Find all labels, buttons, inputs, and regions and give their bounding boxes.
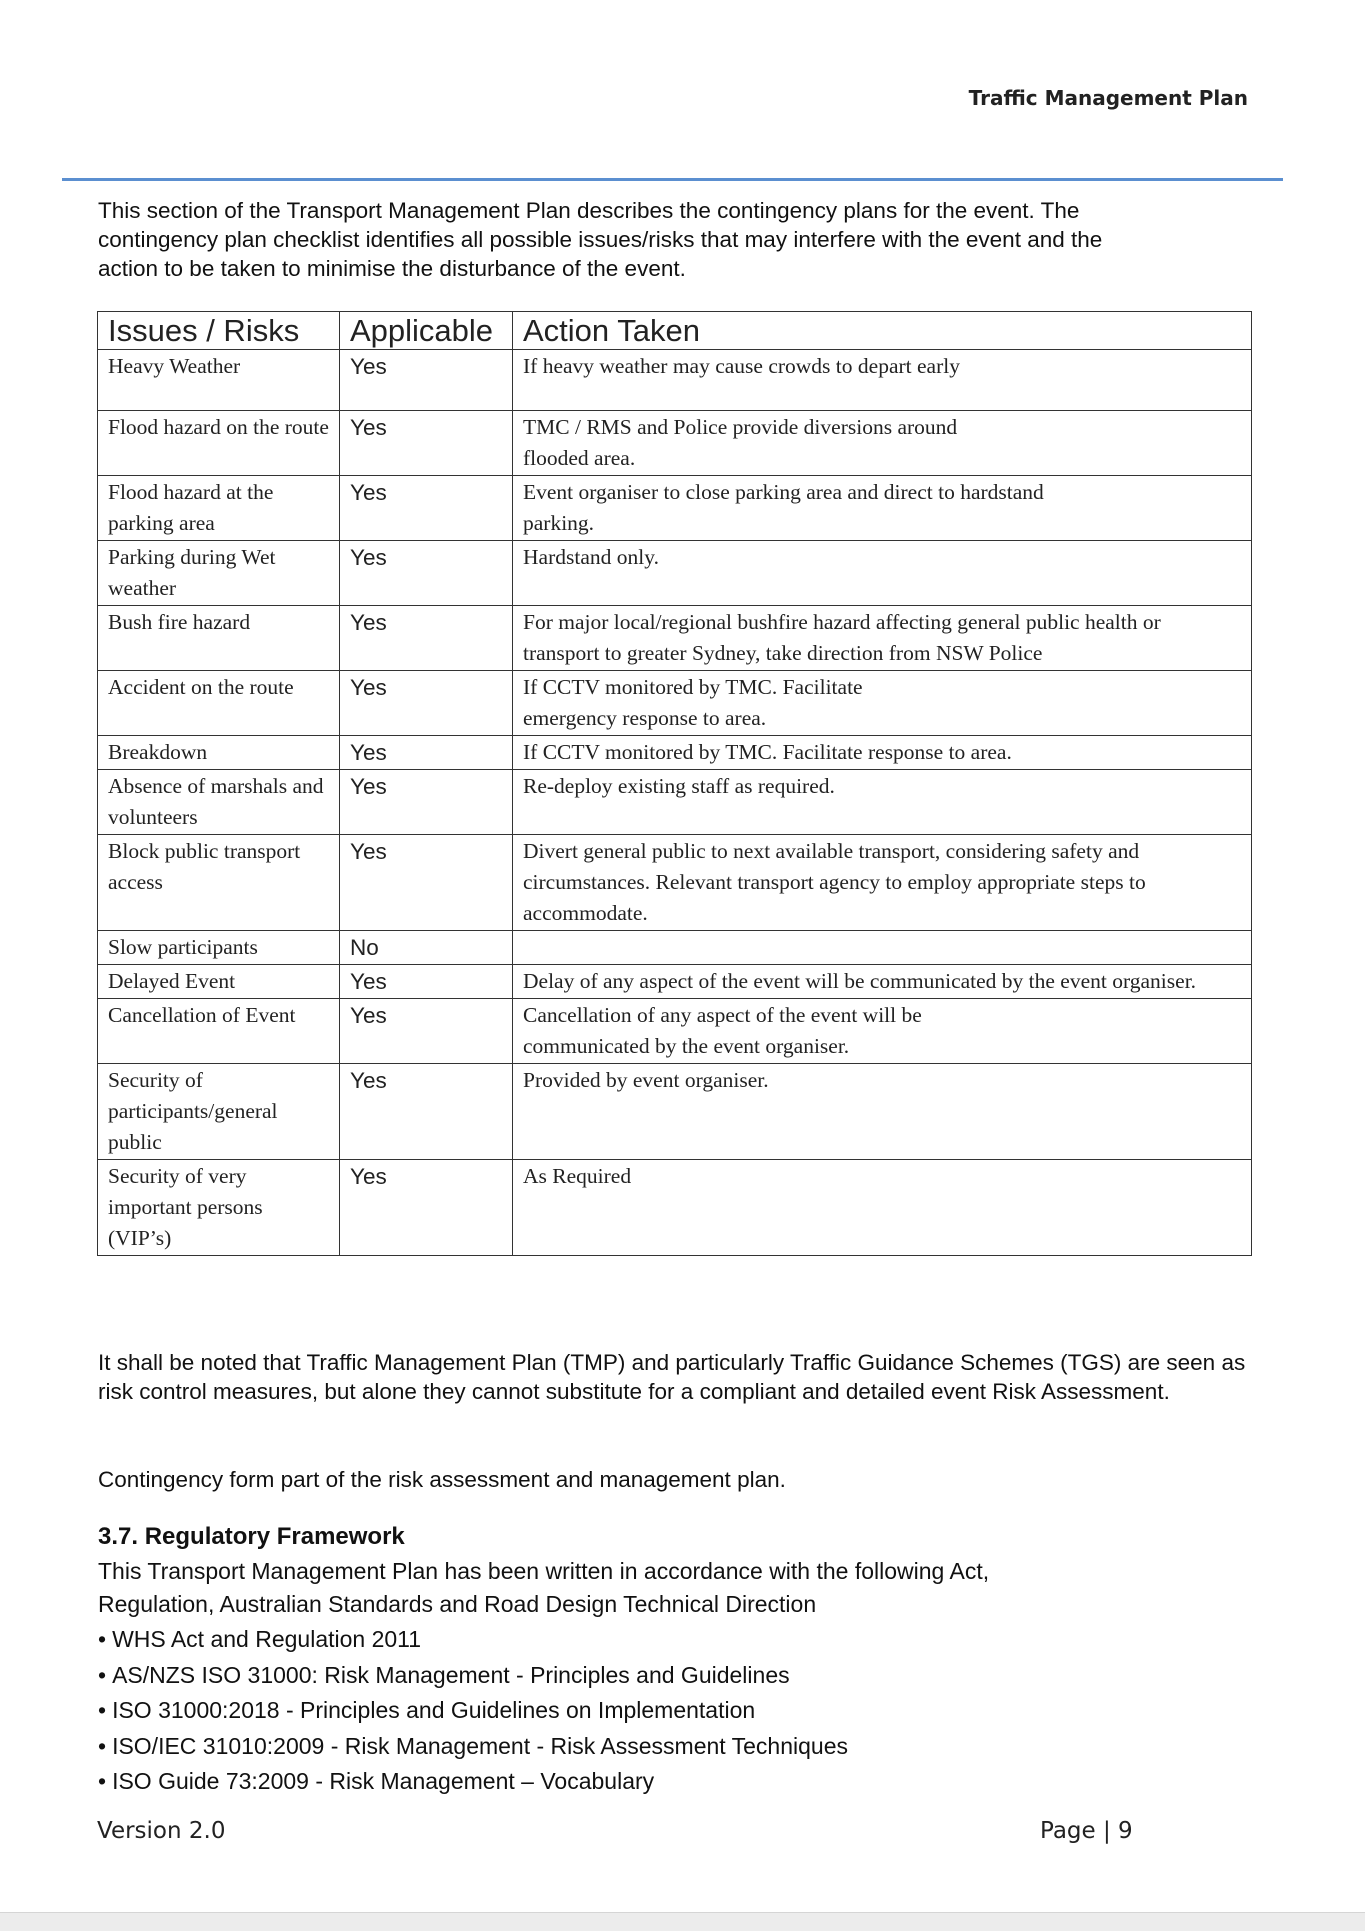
issue-cell: Absence of marshals and volunteers (98, 770, 340, 835)
applicable-cell: Yes (340, 1064, 513, 1160)
table-row (98, 411, 1252, 476)
action-cell: If CCTV monitored by TMC. Facilitate emergency response to area. (513, 671, 1252, 736)
action-cell: TMC / RMS and Police provide diversions around flooded area. (513, 411, 1252, 476)
applicable-cell: Yes (340, 350, 513, 411)
list-item: • ISO 31000:2018 - Principles and Guidelines on Implementation (98, 1693, 848, 1729)
header-rule (62, 178, 1283, 181)
action-cell: If CCTV monitored by TMC. Facilitate response to area. (513, 736, 1252, 770)
table-row (98, 931, 1252, 965)
applicable-cell: Yes (340, 476, 513, 541)
table-row (98, 770, 1252, 835)
footer-version: Version 2.0 (97, 1818, 226, 1844)
applicable-cell: Yes (340, 736, 513, 770)
issue-cell: Breakdown (98, 736, 340, 770)
table-row (98, 476, 1252, 541)
section-intro: This Transport Management Plan has been written in accordance with the following Act, Regulation, Australian Standards and Road Design Technical Direction (98, 1558, 990, 1617)
applicable-cell: Yes (340, 671, 513, 736)
list-item: • ISO/IEC 31010:2009 - Risk Management - Risk Assessment Techniques (98, 1729, 848, 1765)
applicable-cell: Yes (340, 835, 513, 931)
action-cell: Hardstand only. (513, 541, 1252, 606)
table-row (98, 671, 1252, 736)
action-cell: Provided by event organiser. (513, 1064, 1252, 1160)
issue-cell: Delayed Event (98, 965, 340, 999)
issue-cell: Security of very important persons (VIP’s) (98, 1160, 340, 1256)
table-row (98, 965, 1252, 999)
issue-cell: Heavy Weather (98, 350, 340, 411)
list-item: • AS/NZS ISO 31000: Risk Management - Principles and Guidelines (98, 1658, 848, 1694)
table-row (98, 606, 1252, 671)
action-cell: As Required (513, 1160, 1252, 1256)
table-header-row (98, 312, 1252, 350)
issue-cell: Security of participants/general public (98, 1064, 340, 1160)
contingency-table (97, 311, 1252, 1256)
issue-cell: Flood hazard on the route (98, 411, 340, 476)
section-heading: 3.7. Regulatory Framework (98, 1523, 405, 1550)
action-cell: Delay of any aspect of the event will be communicated by the event organiser. (513, 965, 1252, 999)
contingency-paragraph: Contingency form part of the risk assessment and management plan. (98, 1467, 786, 1492)
applicable-cell: Yes (340, 411, 513, 476)
applicable-cell: No (340, 931, 513, 965)
list-item: • ISO Guide 73:2009 - Risk Management – Vocabulary (98, 1764, 848, 1800)
footer-page-number: Page | 9 (1040, 1818, 1133, 1844)
issue-cell: Slow participants (98, 931, 340, 965)
issue-cell: Cancellation of Event (98, 999, 340, 1064)
issue-cell: Parking during Wet weather (98, 541, 340, 606)
table-row (98, 999, 1252, 1064)
intro-paragraph: This section of the Transport Management Plan describes the contingency plans for the event. The contingency plan checklist identifies all possible issues/risks that may interfere with the event and the action to be taken to minimise the disturbance of the event. (98, 198, 1103, 281)
column-header-action: Action Taken (513, 312, 1252, 350)
table-row (98, 541, 1252, 606)
action-cell: Cancellation of any aspect of the event will be communicated by the event organiser. (513, 999, 1252, 1064)
applicable-cell: Yes (340, 965, 513, 999)
issue-cell: Bush fire hazard (98, 606, 340, 671)
applicable-cell: Yes (340, 541, 513, 606)
table-row (98, 1160, 1252, 1256)
action-cell: Re-deploy existing staff as required. (513, 770, 1252, 835)
issue-cell: Block public transport access (98, 835, 340, 931)
action-cell: For major local/regional bushfire hazard affecting general public health or transport to greater Sydney, take direction from NSW Police (513, 606, 1252, 671)
action-cell: If heavy weather may cause crowds to depart early (513, 350, 1252, 411)
table-row (98, 1064, 1252, 1160)
action-cell: Event organiser to close parking area and direct to hardstand parking. (513, 476, 1252, 541)
table-row (98, 736, 1252, 770)
applicable-cell: Yes (340, 770, 513, 835)
column-header-issues: Issues / Risks (98, 312, 340, 350)
tmp-paragraph: It shall be noted that Traffic Management Plan (TMP) and particularly Traffic Guidance Schemes (TGS) are seen as risk control measures, but alone they cannot substitute for a compliant and detailed event Risk Assessment. (98, 1350, 1246, 1404)
regulation-list (98, 1622, 848, 1800)
applicable-cell: Yes (340, 606, 513, 671)
applicable-cell: Yes (340, 999, 513, 1064)
document-header-title: Traffic Management Plan (968, 86, 1248, 110)
table-row (98, 350, 1252, 411)
column-header-applicable: Applicable (340, 312, 513, 350)
viewer-bottom-band (0, 1912, 1365, 1931)
applicable-cell: Yes (340, 1160, 513, 1256)
issue-cell: Accident on the route (98, 671, 340, 736)
action-cell (513, 931, 1252, 965)
issue-cell: Flood hazard at the parking area (98, 476, 340, 541)
list-item: • WHS Act and Regulation 2011 (98, 1622, 848, 1658)
table-row (98, 835, 1252, 931)
action-cell: Divert general public to next available transport, considering safety and circumstances. Relevant transport agency to employ appropriate steps to accommodate. (513, 835, 1252, 931)
